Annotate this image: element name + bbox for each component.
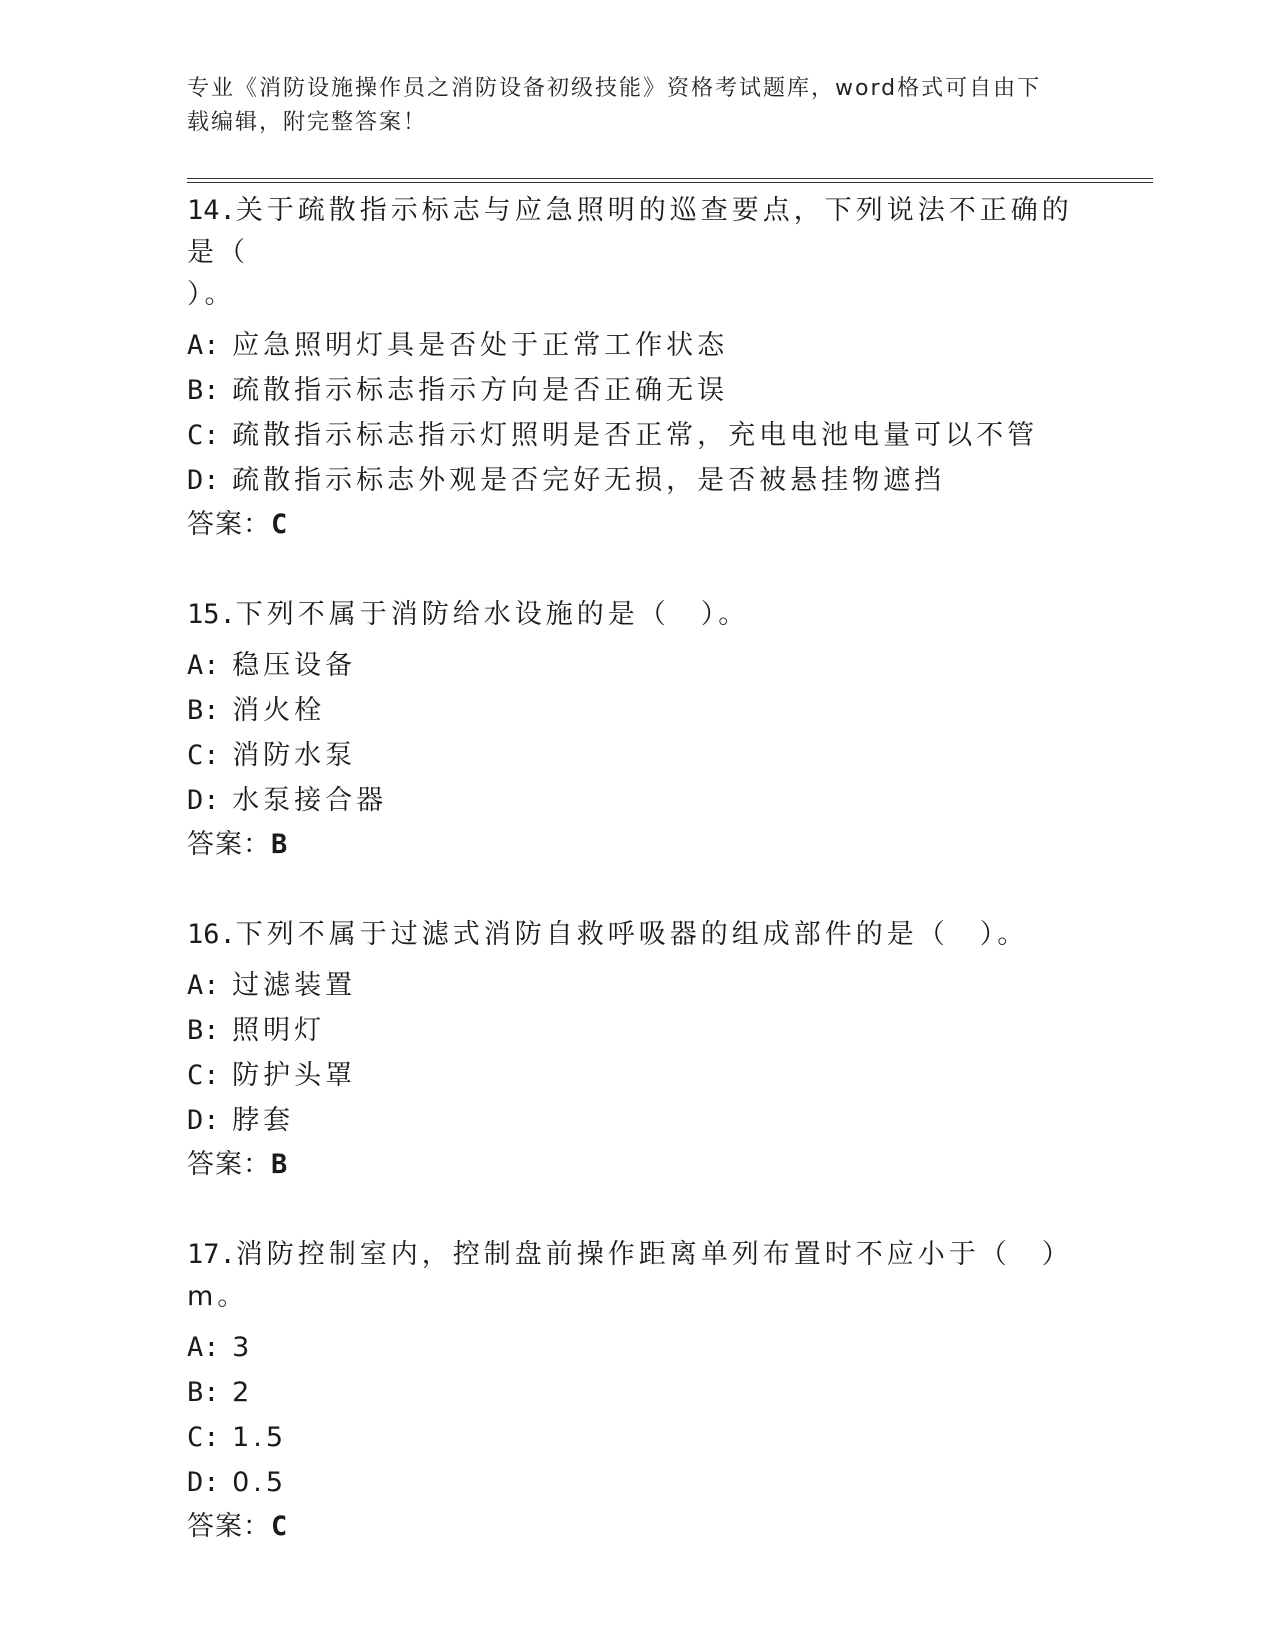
- option-d: [187, 466, 1087, 496]
- option-key: A:: [187, 650, 220, 681]
- question-15: [187, 592, 1087, 860]
- option-key: B:: [187, 695, 220, 726]
- question-number: 15.: [187, 599, 236, 630]
- question-stem: [187, 188, 1087, 316]
- option-key: A:: [187, 970, 220, 1001]
- option-text: 消火栓: [232, 695, 326, 726]
- option-text: 2: [232, 1377, 254, 1408]
- option-text: 疏散指示标志指示方向是否正确无误: [232, 375, 729, 406]
- answer-line: [187, 1150, 1087, 1180]
- option-text: 消防水泵: [232, 740, 357, 771]
- option-key: D:: [187, 1105, 220, 1136]
- option-text: 疏散指示标志指示灯照明是否正常，充电电池电量可以不管: [232, 420, 1039, 451]
- option-key: C:: [187, 740, 220, 771]
- option-key: D:: [187, 465, 220, 496]
- header-divider-top: [187, 178, 1153, 179]
- question-text: 关于疏散指示标志与应急照明的巡查要点，下列说法不正确的是（: [187, 195, 1073, 268]
- option-a: [187, 1333, 1087, 1363]
- option-text: 稳压设备: [232, 650, 357, 681]
- option-d: [187, 786, 1087, 816]
- header-line-1: 专业《消防设施操作员之消防设备初级技能》资格考试题库，word格式可自由下: [187, 76, 1042, 101]
- answer-line: [187, 830, 1087, 860]
- question-number: 14.: [187, 195, 236, 226]
- option-key: D:: [187, 785, 220, 816]
- option-a: [187, 971, 1087, 1001]
- answer-value: C: [271, 509, 289, 540]
- question-stem: [187, 912, 1087, 956]
- option-key: B:: [187, 1377, 220, 1408]
- option-key: A:: [187, 1332, 220, 1363]
- option-b: [187, 1378, 1087, 1408]
- question-17: [187, 1232, 1087, 1542]
- option-key: B:: [187, 375, 220, 406]
- option-text: 3: [232, 1332, 254, 1363]
- option-b: [187, 376, 1087, 406]
- answer-line: [187, 510, 1087, 540]
- option-text: 应急照明灯具是否处于正常工作状态: [232, 330, 729, 361]
- option-d: [187, 1468, 1087, 1498]
- answer-value: B: [271, 1149, 289, 1180]
- question-stem: [187, 1232, 1087, 1318]
- answer-value: C: [271, 1511, 289, 1542]
- option-text: 防护头罩: [232, 1060, 357, 1091]
- option-text: 1.5: [232, 1422, 288, 1453]
- question-text: 下列不属于过滤式消防自救呼吸器的组成部件的是（ ）。: [235, 919, 1029, 950]
- question-number: 16.: [187, 919, 236, 950]
- answer-value: B: [271, 829, 289, 860]
- option-text: 0.5: [232, 1467, 288, 1498]
- header-divider-bottom: [187, 182, 1153, 183]
- option-a: [187, 331, 1087, 361]
- option-b: [187, 1016, 1087, 1046]
- option-key: A:: [187, 330, 220, 361]
- option-key: C:: [187, 1060, 220, 1091]
- option-a: [187, 651, 1087, 681]
- answer-label: 答案：: [187, 1149, 271, 1180]
- option-key: D:: [187, 1467, 220, 1498]
- option-text: 过滤装置: [232, 970, 357, 1001]
- question-number: 17.: [187, 1239, 236, 1270]
- answer-label: 答案：: [187, 1511, 271, 1542]
- option-b: [187, 696, 1087, 726]
- answer-line: [187, 1512, 1087, 1542]
- question-list: [187, 188, 1087, 1594]
- option-c: [187, 421, 1087, 451]
- option-text: 脖套: [232, 1105, 295, 1136]
- document-header: [187, 72, 1087, 140]
- question-text-continued: ）。: [187, 279, 236, 310]
- option-key: B:: [187, 1015, 220, 1046]
- question-text: 下列不属于消防给水设施的是（ ）。: [235, 599, 750, 630]
- question-16: [187, 912, 1087, 1180]
- option-text: 照明灯: [232, 1015, 326, 1046]
- question-stem: [187, 592, 1087, 636]
- answer-label: 答案：: [187, 509, 271, 540]
- option-text: 疏散指示标志外观是否完好无损，是否被悬挂物遮挡: [232, 465, 946, 496]
- header-line-2: 载编辑，附完整答案！: [187, 110, 428, 135]
- option-d: [187, 1106, 1087, 1136]
- question-14: [187, 188, 1087, 540]
- option-c: [187, 1423, 1087, 1453]
- option-text: 水泵接合器: [232, 785, 388, 816]
- option-key: C:: [187, 1422, 220, 1453]
- answer-label: 答案：: [187, 829, 271, 860]
- option-c: [187, 741, 1087, 771]
- option-c: [187, 1061, 1087, 1091]
- option-key: C:: [187, 420, 220, 451]
- question-text: 消防控制室内，控制盘前操作距离单列布置时不应小于（ ）m。: [187, 1239, 1073, 1312]
